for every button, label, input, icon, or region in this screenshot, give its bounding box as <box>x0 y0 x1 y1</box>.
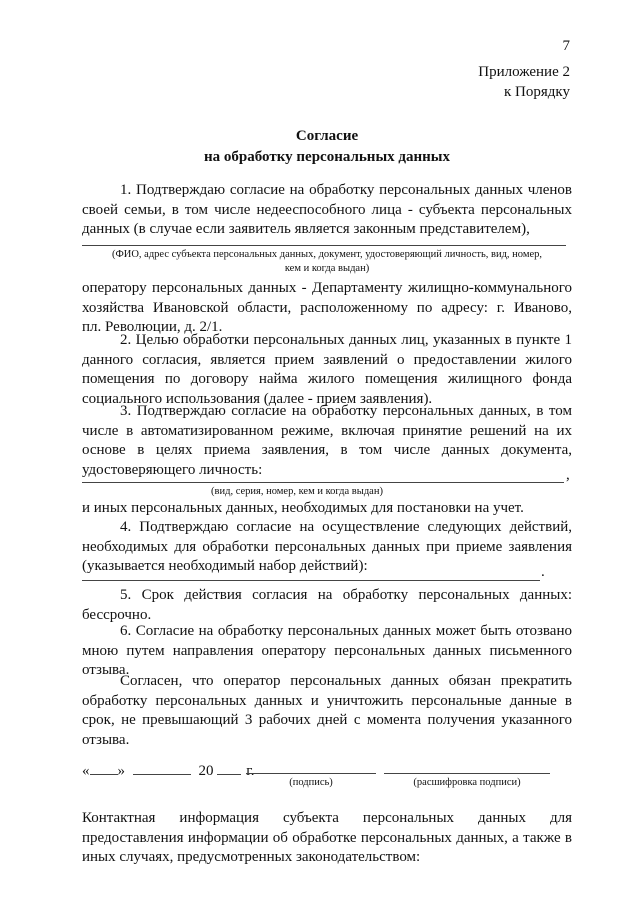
p5-line-1: 5. Срок действия согласия на обработку персональных данных: <box>120 587 572 603</box>
appendix-reference: к Порядку <box>504 84 570 100</box>
contact-line-1: Контактная информация субъекта персональных данных для <box>82 810 572 826</box>
contact-line-3: иных случаях, предусмотренных законодательством: <box>82 849 421 865</box>
year-suffix: г. <box>246 763 255 779</box>
title-line-2: на обработку персональных данных <box>204 149 450 165</box>
paragraph-3 <box>82 402 572 480</box>
signature-decode-label: (расшифровка подписи) <box>413 777 521 788</box>
fio-field-note <box>82 248 572 276</box>
p2-line-4: социального использования (далее - прием заявления). <box>82 390 433 407</box>
paragraph-4 <box>82 518 572 577</box>
p4-line-1: 4. Подтверждаю согласие на осуществление следующих действий, <box>120 519 572 535</box>
p6-line-2: мною путем направления оператору персональных данных письменного <box>82 642 572 659</box>
year-prefix: 20 <box>198 763 214 779</box>
contact-line-2: предоставления информации об обработке персональных данных, а также в <box>82 829 572 846</box>
p7-line-3: срок, не превышающий 3 рабочих дней с момента получения указанного <box>82 712 572 728</box>
date-open-quote: « <box>82 763 90 779</box>
p1-line-1: 1. Подтверждаю согласие на обработку персональных данных членов <box>120 182 572 198</box>
actions-fill-line[interactable] <box>82 580 540 581</box>
p2-line-3: помещения по договору найма жилого помещения жилищного фонда <box>82 371 572 387</box>
fio-fill-line[interactable] <box>82 245 566 246</box>
p6-line-3: отзыва. <box>82 662 130 678</box>
appendix-label: Приложение 2 <box>478 64 570 80</box>
p6-line-1: 6. Согласие на обработку персональных данных может быть отозвано <box>120 623 572 639</box>
p4-line-3: (указывается необходимый набор действий): <box>82 558 368 574</box>
month-field[interactable] <box>133 760 191 775</box>
p3-line-1: 3. Подтверждаю согласие на обработку персональных данных, в том <box>120 403 572 419</box>
fio-note-line-1: (ФИО, адрес субъекта персональных данных, документ, удостоверяющий личность, вид, номер, <box>111 249 543 260</box>
signature-decode-field[interactable] <box>384 773 550 774</box>
date-close-quote: » <box>117 763 125 779</box>
p3-line-4: удостоверяющего личность: <box>82 461 263 478</box>
p1-line-3: данных (в случае если заявитель является законным представителем), <box>82 221 530 237</box>
paragraph-1 <box>82 181 572 240</box>
contact-info <box>82 809 572 868</box>
p2-line-1: 2. Целью обработки персональных данных лиц, указанных в пункте 1 <box>120 332 572 348</box>
page-number: 7 <box>562 38 570 54</box>
p1-after-line-2: хозяйства Ивановской области, расположенному по адресу: г. Иваново, <box>82 299 572 316</box>
signature-field[interactable] <box>246 773 376 774</box>
id-document-fill-line[interactable] <box>82 482 564 483</box>
year-field[interactable] <box>217 760 241 775</box>
p3-line-3: основе в целях приема заявления, в том числе данных документа, <box>82 442 572 458</box>
paragraph-5 <box>82 586 572 625</box>
actions-line-dot: . <box>541 564 545 580</box>
p4-line-2: необходимых для обработки персональных данных при приеме заявления <box>82 538 572 555</box>
p3-line-2: числе в автоматизированном режиме, включая принятие решений на их <box>82 422 572 439</box>
p5-line-2: бессрочно. <box>82 606 152 623</box>
title-line-1: Согласие <box>295 128 359 144</box>
signature-row <box>82 760 254 781</box>
p7-line-2: обработку персональных данных и уничтожить персональные данные в <box>82 692 572 709</box>
p1-after-line-1: оператору персональных данных - Департаменту жилищно-коммунального <box>82 280 572 296</box>
p3-after-line: и иных персональных данных, необходимых для постановки на учет. <box>82 500 524 516</box>
p2-line-2: данного согласия, является прием заявлений о предоставлении жилого <box>82 351 572 368</box>
paragraph-1-continued <box>82 279 572 338</box>
document-title <box>82 126 572 168</box>
p1-after-line-3: пл. Революции, д. 2/1. <box>82 319 223 335</box>
paragraph-2 <box>82 331 572 409</box>
id-line-comma: , <box>566 467 570 483</box>
p7-line-4: отзыва. <box>82 731 130 748</box>
signature-label: (подпись) <box>289 777 333 788</box>
day-field[interactable] <box>90 760 118 775</box>
id-document-note: (вид, серия, номер, кем и когда выдан) <box>211 486 383 497</box>
p7-line-1: Согласен, что оператор персональных данных обязан прекратить <box>120 673 572 689</box>
p1-line-2: своей семьи, в том числе недееспособного лица - субъекта персональных <box>82 201 572 218</box>
paragraph-7 <box>82 672 572 750</box>
appendix-header <box>478 62 570 102</box>
fio-note-line-2: кем и когда выдан) <box>284 263 370 274</box>
